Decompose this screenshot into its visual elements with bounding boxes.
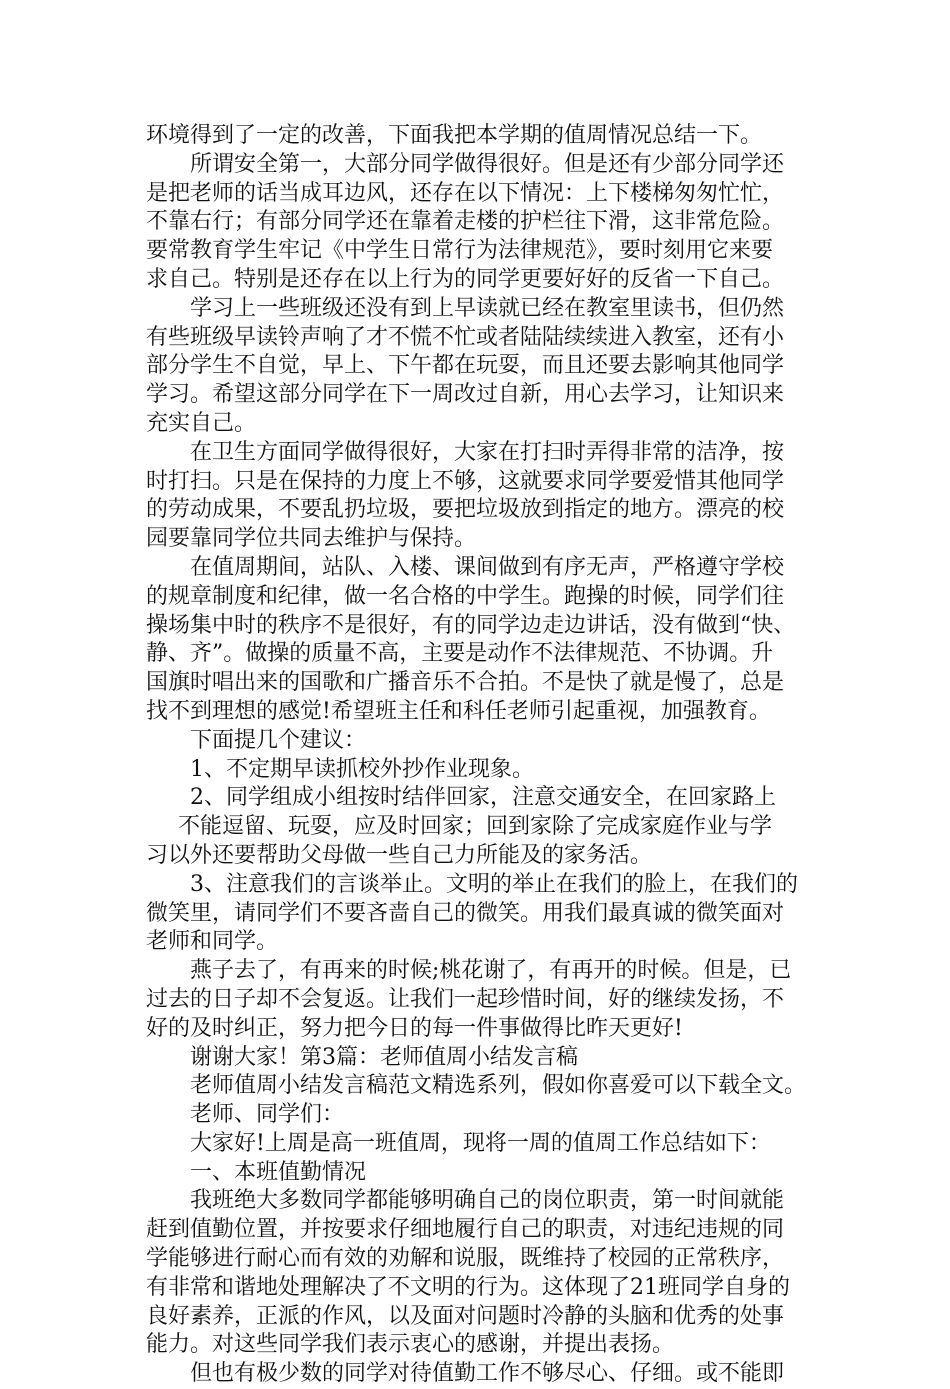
section-heading: 一、本班值勤情况	[190, 1159, 367, 1185]
suggestions-heading: 下面提几个建议：	[190, 727, 367, 753]
paragraph-start-duty: 我班绝大多数同学都能够明确自己的岗位职责，第一时间就能	[190, 1188, 785, 1214]
text-line: 是把老师的话当成耳边风，还存在以下情况：上下楼梯匆匆忙忙，	[146, 180, 785, 206]
text-line: 习以外还要帮助父母做一些自己力所能及的家务活。	[146, 842, 653, 868]
text-line: 不能逗留、玩耍，应及时回家；回到家除了完成家庭作业与学	[178, 814, 773, 840]
paragraph-start-study: 学习上一些班级还没有到上早读就已经在教室里读书，但仍然	[190, 295, 785, 321]
text-line: 赶到值勤位置，并按要求仔细地履行自己的职责，对违纪违规的同	[146, 1217, 785, 1243]
suggestion-item-1: 1、不定期早读抓校外抄作业现象。	[190, 756, 534, 782]
text-line: 能力。对这些同学我们表示衷心的感谢，并提出表扬。	[146, 1332, 675, 1358]
paragraph-start-shortcomings: 但也有极少数的同学对待值勤工作不够尽心、仔细。或不能即	[190, 1361, 785, 1387]
section-title-line: 谢谢大家！第3篇：老师值周小结发言稿	[190, 1044, 578, 1070]
text-line: 要常教育学生牢记《中学生日常行为法律规范》，要时刻用它来要	[146, 238, 774, 264]
paragraph-start-discipline: 在值周期间，站队、入楼、课间做到有序无声，严格遵守学校	[190, 554, 785, 580]
text-line: 过去的日子却不会复返。让我们一起珍惜时间，好的继续发扬，不	[146, 986, 785, 1012]
text-line: 时打扫。只是在保持的力度上不够，这就要求同学要爱惜其他同学	[146, 468, 785, 494]
text-line: 好的及时纠正，努力把今日的每一件事做得比昨天更好!	[146, 1015, 683, 1041]
text-line: 学能够进行耐心而有效的劝解和说服，既维持了校园的正常秩序，	[146, 1246, 785, 1272]
text-line: 老师和同学。	[146, 929, 279, 955]
text-line: 静、齐”。做操的质量不高，主要是动作不法律规范、不协调。升	[146, 641, 774, 667]
text-line: 国旗时唱出来的国歌和广播音乐不合拍。不是快了就是慢了，总是	[146, 670, 785, 696]
text-line: 操场集中时的秩序不是很好，有的同学边走边讲话，没有做到“快、	[146, 612, 796, 638]
text-line: 学习。希望这部分同学在下一周改过自新，用心去学习，让知识来	[146, 382, 785, 408]
text-line: 微笑里，请同学们不要吝啬自己的微笑。用我们最真诚的微笑面对	[146, 900, 785, 926]
text-line: 的劳动成果，不要乱扔垃圾，要把垃圾放到指定的地方。漂亮的校	[146, 497, 785, 523]
text-line: 求自己。特别是还存在以上行为的同学更要好好的反省一下自己。	[146, 266, 785, 292]
greeting: 大家好!上周是高一班值周，现将一周的值周工作总结如下：	[190, 1130, 771, 1156]
paragraph-start-hygiene: 在卫生方面同学做得很好，大家在打扫时弄得非常的洁净，按	[190, 439, 785, 465]
text-line: 老师值周小结发言稿范文精选系列，假如你喜爱可以下载全文。	[190, 1073, 807, 1099]
text-line: 不靠右行；有部分同学还在靠着走楼的护栏往下滑，这非常危险。	[146, 209, 785, 235]
text-line: 的规章制度和纪律，做一名合格的中学生。跑操的时候，同学们往	[146, 583, 785, 609]
text-line: 部分学生不自觉，早上、下午都在玩耍，而且还要去影响其他同学	[146, 353, 785, 379]
text-line: 找不到理想的感觉!希望班主任和科任老师引起重视，加强教育。	[146, 698, 771, 724]
text-line: 良好素养，正派的作风，以及面对问题时冷静的头脑和优秀的处事	[146, 1303, 785, 1329]
text-line: 有非常和谐地处理解决了不文明的行为。这体现了21班同学自身的	[146, 1274, 790, 1300]
salutation: 老师、同学们：	[190, 1102, 345, 1128]
text-line: 充实自己。	[146, 410, 257, 436]
document-body	[146, 122, 814, 1389]
suggestion-item-2: 2、同学组成小组按时结伴回家，注意交通安全，在回家路上	[190, 785, 776, 811]
text-line: 园要靠同学位共同去维护与保持。	[146, 526, 477, 552]
text-line: 有些班级早读铃声响了才不慌不忙或者陆陆续续进入教室，还有小	[146, 324, 785, 350]
paragraph-start-safety: 所谓安全第一，大部分同学做得很好。但是还有少部分同学还	[190, 151, 785, 177]
paragraph-start-closing: 燕子去了，有再来的时候;桃花谢了，有再开的时候。但是，已	[190, 958, 792, 984]
text-line: 环境得到了一定的改善，下面我把本学期的值周情况总结一下。	[146, 123, 763, 148]
suggestion-item-3: 3、注意我们的言谈举止。文明的举止在我们的脸上，在我们的	[190, 871, 798, 897]
